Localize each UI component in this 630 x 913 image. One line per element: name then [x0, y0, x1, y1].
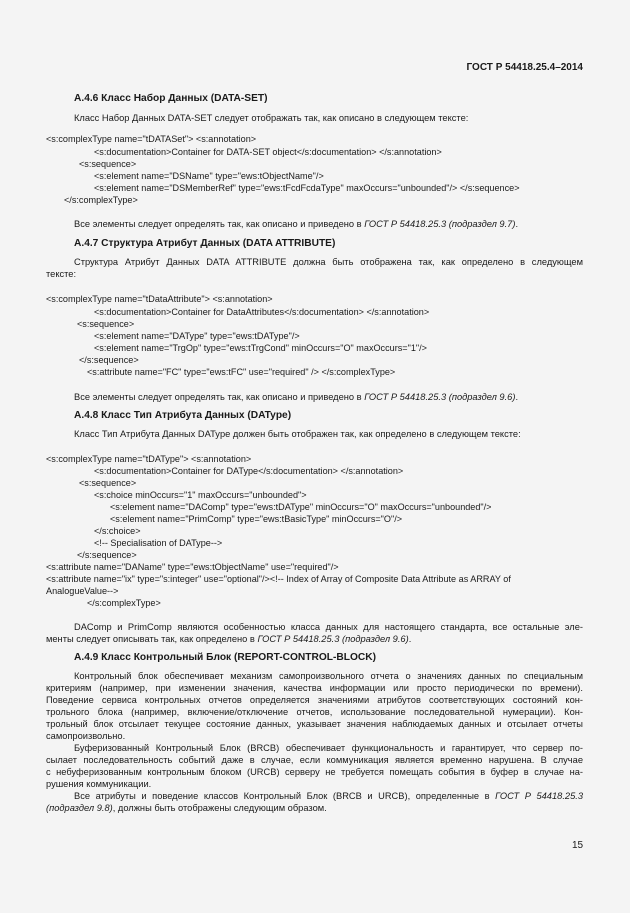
code-line: </s:sequence>	[79, 355, 139, 365]
paragraph-line: Контрольный блок обеспечивает механизм самопроизвольного отчета о значениях данных по специальным	[74, 671, 583, 681]
code-line: <s:element name="DSMemberRef" type="ews:tFcdFcdaType" maxOccurs="unbounded"/> </s:sequence>	[94, 183, 520, 193]
paragraph-line: с небуферизованным контрольным блоком (URCB) серверу не требуется помещать события в буфер в случае на-	[46, 767, 583, 777]
code-line: <s:sequence>	[77, 319, 135, 329]
code-line: <s:element name="DAType" type="ews:tDAType"/>	[94, 331, 300, 341]
code-line: <s:element name="PrimComp" type="ews:tBasicType" minOccurs="O"/>	[110, 514, 403, 524]
code-line: <s:element name="TrgOp" type="ews:tTrgCond" minOccurs="O" maxOccurs="1"/>	[94, 343, 427, 353]
paragraph-line: трольный блок отсылает текущее состояние данных, указывает значения наблюдаемых данных и отсылает отчеты	[46, 719, 583, 729]
section-heading-a49: А.4.9 Класс Контрольный Блок (REPORT-CONTROL-BLOCK)	[74, 652, 377, 663]
paragraph-line: рушения коммуникации.	[46, 779, 152, 789]
code-line: <s:documentation>Container for DataAttributes</s:documentation> </s:annotation>	[94, 307, 430, 317]
section-heading-a48: А.4.8 Класс Тип Атрибута Данных (DAType)	[74, 410, 292, 421]
section-heading-a46: А.4.6 Класс Набор Данных (DATA-SET)	[74, 93, 268, 104]
gost-reference: ГОСТ Р 54418.25.3	[495, 791, 583, 801]
code-line: <s:choice minOccurs="1" maxOccurs="unbounded">	[94, 490, 307, 500]
paragraph-line: (подраздел 9.8), должны быть отображены следующим образом.	[46, 803, 327, 813]
paragraph-line: сылает последовательность событий даже в случае, если коммуникация является временно нарушена. В случае	[46, 755, 583, 765]
code-line: <s:documentation>Container for DAType</s:documentation> </s:annotation>	[94, 466, 404, 476]
code-line: </s:choice>	[94, 526, 141, 536]
code-comment: <!-- Specialisation of DAType-->	[94, 538, 223, 548]
section-a47-intro-cont: тексте:	[46, 269, 77, 279]
section-a46-intro: Класс Набор Данных DATA-SET следует отображать так, как описано в следующем тексте:	[74, 113, 469, 123]
subsection-reference: (подраздел 9.8)	[46, 803, 113, 813]
paragraph-line: трольного блока (например, включение/отключение отчетов, использование последовательной нумерации). Кон-	[46, 707, 583, 717]
code-line: <s:attribute name="ix" type="s:integer" use="optional"/><!-- Index of Array of Composite Data Attribute as ARRAY of	[46, 574, 511, 584]
paragraph-line: самопроизвольно.	[46, 731, 126, 741]
gost-reference: ГОСТ Р 54418.25.3 (подраздел 9.6)	[364, 392, 516, 402]
paragraph-line: Поведение сервиса контрольных отчетов определяется значениями атрибутов соответствующих состояний кон-	[46, 695, 583, 705]
code-line: </s:complexType>	[87, 598, 161, 608]
code-line: <s:attribute name="DAName" type="ews:tObjectName" use="required"/>	[46, 562, 339, 572]
code-line: <s:complexType name="tDATASet"> <s:annotation>	[46, 134, 257, 144]
paragraph-line: критериям (например, при изменении значения, качества информации или просто периодически по времени).	[46, 683, 583, 693]
code-line: <s:sequence>	[79, 478, 137, 488]
code-line: <s:element name="DSName" type="ews:tObjectName"/>	[94, 171, 324, 181]
code-line: </s:sequence>	[77, 550, 137, 560]
gost-reference: ГОСТ Р 54418.25.3 (подраздел 9.7)	[364, 219, 516, 229]
section-a47-note: Все элементы следует определять так, как описано и приведено в ГОСТ Р 54418.25.3 (подраздел 9.6).	[74, 392, 519, 402]
section-a47-intro: Структура Атрибут Данных DATA ATTRIBUTE должна быть отображена так, как определено в следующем	[74, 257, 583, 267]
code-line: <s:complexType name="tDataAttribute"> <s:annotation>	[46, 294, 273, 304]
page-number: 15	[572, 840, 584, 851]
code-line: <s:documentation>Container for DATA-SET object</s:documentation> </s:annotation>	[94, 147, 442, 157]
code-line: AnalogueValue-->	[46, 586, 119, 596]
section-a48-note-cont: менты следует описывать так, как определено в ГОСТ Р 54418.25.3 (подраздел 9.6).	[46, 634, 412, 644]
code-line: <s:sequence>	[79, 159, 137, 169]
gost-reference: ГОСТ Р 54418.25.3 (подраздел 9.6)	[257, 634, 409, 644]
code-line: <s:element name="DAComp" type="ews:tDAType" minOccurs="O" maxOccurs="unbounded"/>	[110, 502, 492, 512]
code-line: <s:attribute name="FC" type="ews:tFC" use="required" /> </s:complexType>	[87, 367, 396, 377]
paragraph-line: Все атрибуты и поведение классов Контрольный Блок (BRCB и URCB), определенные в ГОСТ Р 54418.25.3	[74, 791, 583, 801]
standard-number: ГОСТ Р 54418.25.4–2014	[466, 62, 583, 73]
code-line: <s:complexType name="tDAType"> <s:annotation>	[46, 454, 252, 464]
code-line: </s:complexType>	[64, 195, 138, 205]
section-a46-note: Все элементы следует определять так, как описано и приведено в ГОСТ Р 54418.25.3 (подраздел 9.7).	[74, 219, 519, 229]
section-heading-a47: А.4.7 Структура Атрибут Данных (DATA ATTRIBUTE)	[74, 238, 336, 249]
section-a48-note: DAComp и PrimComp являются особенностью класса данных для настоящего стандарта, все остальные эле-	[74, 622, 583, 632]
paragraph-line: Буферизованный Контрольный Блок (BRCB) обеспечивает функциональность и гарантирует, что сервер по-	[74, 743, 583, 753]
section-a48-intro: Класс Тип Атрибута Данных DAType должен быть отображен так, как определено в следующем тексте:	[74, 429, 521, 439]
